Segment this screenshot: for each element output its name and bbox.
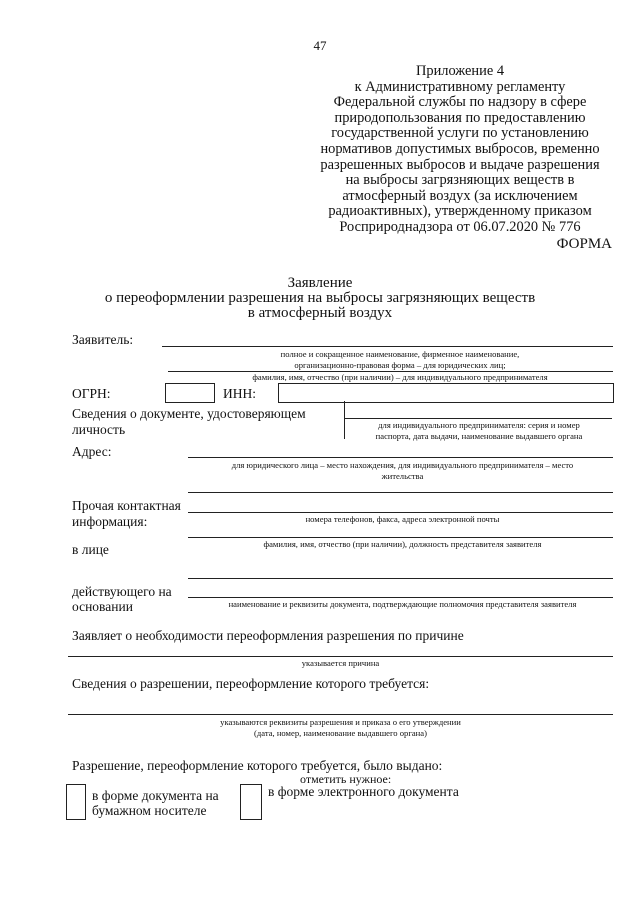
address-line[interactable] — [188, 457, 613, 458]
person-hint: фамилия, имя, отчество (при наличии), должность представителя заявителя — [263, 539, 542, 549]
reason-line[interactable] — [68, 656, 613, 657]
basis-line-2[interactable] — [188, 597, 613, 598]
appendix-line: Приложение 4 — [415, 63, 505, 79]
contact-label: Прочая контактная — [72, 498, 181, 513]
reason-label: Заявляет о необходимости переоформления разрешения по причине — [72, 628, 464, 643]
basis-label: действующего на — [72, 584, 172, 599]
permit-info-line[interactable] — [68, 714, 613, 715]
contact-label-2: информация: — [72, 514, 148, 529]
permit-info-label: Сведения о разрешении, переоформление которого требуется: — [72, 676, 430, 691]
electronic-option-label: в форме электронного документа — [268, 784, 459, 799]
electronic-option-checkbox[interactable] — [240, 784, 262, 820]
basis-label-2: основании — [72, 599, 133, 614]
contact-hint: номера телефонов, факса, адреса электронной почты — [305, 514, 500, 524]
applicant-line[interactable] — [162, 346, 613, 347]
appendix-line: радиоактивных), утвержденному приказом — [328, 203, 592, 220]
applicant-label: Заявитель: — [72, 332, 134, 347]
paper-option-label: в форме документа на — [92, 788, 219, 803]
hint-text: (дата, номер, наименование выдавшего органа) — [254, 728, 427, 738]
contact-line[interactable] — [188, 512, 613, 513]
permit-info-hint — [68, 717, 613, 739]
basis-hint: наименование и реквизиты документа, подтверждающие полномочия представителя заявителя — [228, 599, 577, 609]
address-label: Адрес: — [72, 444, 112, 459]
issued-label: Разрешение, переоформление которого требуется, было выдано: — [72, 758, 443, 773]
id-doc-label-2: личность — [72, 422, 126, 437]
appendix-line: природопользования по предоставлению — [334, 109, 586, 126]
appendix-line: Федеральной службы по надзору в сфере — [333, 94, 587, 111]
hint-text: указываются реквизиты разрешения и приказа о его утверждении — [220, 717, 461, 727]
ogrn-label: ОГРН: — [72, 386, 111, 401]
paper-option-checkbox[interactable] — [66, 784, 86, 820]
title-line: Заявление — [287, 275, 353, 291]
title-line: в атмосферный воздух — [247, 305, 393, 321]
ogrn-field[interactable] — [165, 383, 215, 403]
id-doc-label: Сведения о документе, удостоверяющем — [72, 406, 306, 421]
basis-line[interactable] — [188, 578, 613, 579]
applicant-hint-2: фамилия, имя, отчество (при наличии) – для индивидуального предпринимателя — [252, 372, 548, 382]
hint-text: для юридического лица – место нахождения, для индивидуального предпринимателя – место — [231, 460, 574, 470]
hint-text: жительства — [381, 471, 424, 481]
applicant-hint — [200, 349, 600, 371]
title-line: о переоформлении разрешения на выбросы загрязняющих веществ — [104, 290, 536, 306]
appendix-line: Росприроднадзора от 06.07.2020 № 776 — [339, 218, 581, 235]
page-number: 47 — [313, 38, 327, 53]
person-label: в лице — [72, 542, 109, 557]
mark-hint: отметить нужное: — [300, 772, 392, 786]
appendix-line: государственной услуги по установлению — [331, 125, 589, 142]
hint-text: паспорта, дата выдачи, наименование выдавшего органа — [375, 431, 583, 441]
address-line-2[interactable] — [188, 492, 613, 493]
appendix-header — [300, 64, 620, 236]
form-label: ФОРМА — [556, 236, 612, 252]
appendix-line: нормативов допустимых выбросов, временно — [320, 140, 600, 157]
inn-field[interactable] — [278, 383, 614, 403]
id-doc-line[interactable] — [344, 418, 612, 419]
appendix-line: на выбросы загрязняющих веществ в — [345, 172, 575, 189]
id-doc-hint — [345, 420, 613, 442]
inn-label: ИНН: — [223, 386, 256, 401]
appendix-line: разрешенных выбросов и выдаче разрешения — [320, 156, 600, 173]
reason-hint: указывается причина — [301, 658, 380, 668]
hint-text: для индивидуального предпринимателя: серия и номер — [378, 420, 580, 430]
hint-text: полное и сокращенное наименование, фирменное наименование, — [280, 349, 520, 359]
appendix-line: к Административному регламенту — [354, 78, 566, 95]
paper-option-label-2: бумажном носителе — [92, 803, 207, 818]
person-line[interactable] — [188, 537, 613, 538]
address-hint — [190, 460, 615, 482]
appendix-line: атмосферный воздух (за исключением — [342, 187, 578, 204]
hint-text: организационно-правовая форма – для юридических лиц; — [294, 360, 506, 370]
document-title — [0, 276, 640, 321]
